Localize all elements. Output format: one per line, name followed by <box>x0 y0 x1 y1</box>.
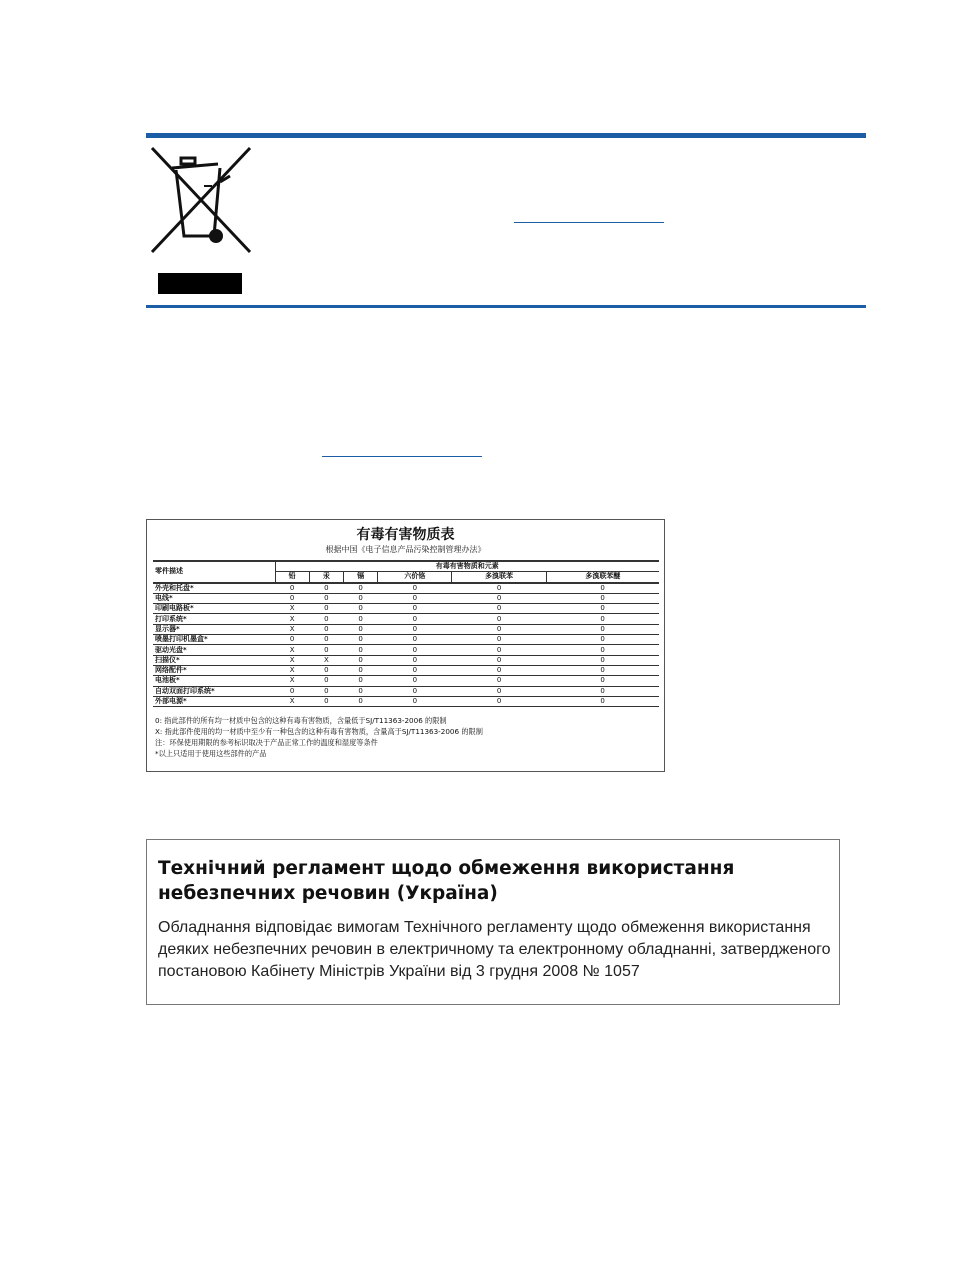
part-name-cell: 打印系统* <box>153 614 275 624</box>
substance-value-cell: 0 <box>309 696 343 706</box>
cn-substance-table <box>153 560 659 707</box>
table-row <box>153 696 659 706</box>
part-name-cell: 喷墨打印机墨盒* <box>153 635 275 645</box>
table-header-row <box>153 561 659 572</box>
substance-value-cell: X <box>275 696 309 706</box>
substance-value-cell: X <box>309 655 343 665</box>
substance-value-cell: 0 <box>275 686 309 696</box>
substance-value-cell: X <box>275 655 309 665</box>
substance-value-cell: 0 <box>378 645 452 655</box>
substance-value-cell: 0 <box>378 614 452 624</box>
substance-value-cell: 0 <box>378 686 452 696</box>
substance-value-cell: 0 <box>275 583 309 594</box>
substance-value-cell: X <box>275 604 309 614</box>
ukraine-regulation-box <box>146 839 840 1005</box>
substance-value-cell: 0 <box>309 635 343 645</box>
recycling-link[interactable] <box>514 222 664 223</box>
ukraine-heading: Технічний регламент щодо обмеження використання небезпечних речовин (Україна) <box>158 858 735 904</box>
substance-value-cell: 0 <box>275 635 309 645</box>
substance-value-cell: 0 <box>452 624 546 634</box>
substance-value-cell: X <box>275 624 309 634</box>
substance-value-cell: 0 <box>546 645 659 655</box>
cn-note: 0: 指此部件的所有均一材质中包含的这种有毒有害物质，含量低于SJ/T11363-2006 的限制 <box>155 716 447 725</box>
header-part-description: 零件描述 <box>153 561 275 583</box>
regulatory-link[interactable] <box>322 456 482 457</box>
table-row <box>153 614 659 624</box>
part-name-cell: 自动双面打印系统* <box>153 686 275 696</box>
part-name-cell: 网络配件* <box>153 665 275 675</box>
cn-table-title: 有毒有害物质表 <box>356 527 455 543</box>
cn-table-notes <box>155 715 483 759</box>
substance-value-cell: 0 <box>309 593 343 603</box>
part-name-cell: 扫描仪* <box>153 655 275 665</box>
table-row <box>153 645 659 655</box>
china-hazardous-substance-table <box>146 519 665 772</box>
column-header: 多溴联苯醚 <box>546 572 659 583</box>
column-header: 多溴联苯 <box>452 572 546 583</box>
weee-black-bar <box>158 273 242 294</box>
substance-value-cell: 0 <box>452 645 546 655</box>
table-row <box>153 624 659 634</box>
substance-value-cell: 0 <box>452 614 546 624</box>
column-header: 汞 <box>309 572 343 583</box>
crossed-out-wheelie-bin-icon <box>150 146 252 256</box>
part-name-cell: 印刷电路板* <box>153 604 275 614</box>
table-row <box>153 676 659 686</box>
substance-value-cell: 0 <box>309 604 343 614</box>
part-name-cell: 驱动光盘* <box>153 645 275 655</box>
substance-value-cell: 0 <box>546 593 659 603</box>
substance-value-cell: 0 <box>344 614 378 624</box>
substance-value-cell: 0 <box>344 655 378 665</box>
substance-value-cell: 0 <box>546 686 659 696</box>
substance-value-cell: 0 <box>309 614 343 624</box>
column-header: 镉 <box>344 572 378 583</box>
substance-value-cell: 0 <box>344 665 378 675</box>
ukraine-body-text: Обладнання відповідає вимогам Технічного регламенту щодо обмеження використання деяких небезпечних речовин в електричному та електронному обладнанні, затвердженого постановою Кабінету Міністрів України від 3 грудня 2008 № 1057 <box>158 919 831 980</box>
substance-value-cell: 0 <box>546 583 659 594</box>
part-name-cell: 外部电源* <box>153 696 275 706</box>
cn-note: X: 指此部件使用的均一材质中至少有一种包含的这种有毒有害物质，含量高于SJ/T11363-2006 的限制 <box>155 727 483 736</box>
part-name-cell: 外壳和托盘* <box>153 583 275 594</box>
substance-value-cell: 0 <box>452 665 546 675</box>
substance-value-cell: 0 <box>546 676 659 686</box>
substance-value-cell: 0 <box>309 686 343 696</box>
substance-value-cell: 0 <box>309 624 343 634</box>
substance-value-cell: 0 <box>309 645 343 655</box>
table-row <box>153 635 659 645</box>
cn-note: 注：环保使用期限的参考标识取决于产品正常工作的温度和湿度等条件 <box>155 738 378 747</box>
substance-value-cell: 0 <box>378 593 452 603</box>
substance-value-cell: 0 <box>452 676 546 686</box>
part-name-cell: 显示器* <box>153 624 275 634</box>
table-row <box>153 655 659 665</box>
substance-value-cell: 0 <box>452 604 546 614</box>
table-row <box>153 583 659 594</box>
substance-value-cell: 0 <box>344 583 378 594</box>
substance-value-cell: 0 <box>378 624 452 634</box>
substance-value-cell: 0 <box>344 593 378 603</box>
substance-value-cell: X <box>275 676 309 686</box>
substance-value-cell: 0 <box>378 665 452 675</box>
substance-value-cell: 0 <box>452 655 546 665</box>
substance-value-cell: 0 <box>452 593 546 603</box>
substance-value-cell: 0 <box>378 604 452 614</box>
substance-value-cell: 0 <box>344 696 378 706</box>
substance-value-cell: 0 <box>309 676 343 686</box>
substance-value-cell: 0 <box>546 655 659 665</box>
substance-value-cell: X <box>275 645 309 655</box>
substance-value-cell: 0 <box>344 686 378 696</box>
section-bottom-rule <box>146 305 866 308</box>
table-row <box>153 604 659 614</box>
substance-value-cell: 0 <box>378 655 452 665</box>
substance-value-cell: 0 <box>378 676 452 686</box>
substance-value-cell: 0 <box>344 624 378 634</box>
substance-value-cell: 0 <box>546 665 659 675</box>
table-row <box>153 686 659 696</box>
substance-value-cell: 0 <box>378 696 452 706</box>
substance-value-cell: 0 <box>546 614 659 624</box>
substance-value-cell: 0 <box>546 635 659 645</box>
section-top-rule <box>146 133 866 138</box>
substance-value-cell: 0 <box>275 593 309 603</box>
substance-value-cell: 0 <box>452 635 546 645</box>
substance-value-cell: 0 <box>344 676 378 686</box>
part-name-cell: 电线* <box>153 593 275 603</box>
substance-value-cell: 0 <box>309 583 343 594</box>
substance-value-cell: 0 <box>309 665 343 675</box>
part-name-cell: 电池板* <box>153 676 275 686</box>
column-header: 铅 <box>275 572 309 583</box>
substance-value-cell: 0 <box>452 583 546 594</box>
cn-table-subtitle: 根据中国《电子信息产品污染控制管理办法》 <box>325 545 486 554</box>
substance-value-cell: 0 <box>452 686 546 696</box>
substance-value-cell: 0 <box>546 696 659 706</box>
table-row <box>153 665 659 675</box>
substance-value-cell: X <box>275 665 309 675</box>
substance-value-cell: 0 <box>452 696 546 706</box>
substance-value-cell: 0 <box>546 624 659 634</box>
substance-value-cell: 0 <box>344 645 378 655</box>
substance-value-cell: X <box>275 614 309 624</box>
table-row <box>153 593 659 603</box>
substance-value-cell: 0 <box>378 635 452 645</box>
cn-note: *以上只适用于使用这些部件的产品 <box>155 749 267 758</box>
header-substance-group: 有毒有害物质和元素 <box>275 561 659 572</box>
substance-value-cell: 0 <box>344 635 378 645</box>
substance-value-cell: 0 <box>546 604 659 614</box>
substance-value-cell: 0 <box>344 604 378 614</box>
substance-value-cell: 0 <box>378 583 452 594</box>
column-header: 六价铬 <box>378 572 452 583</box>
